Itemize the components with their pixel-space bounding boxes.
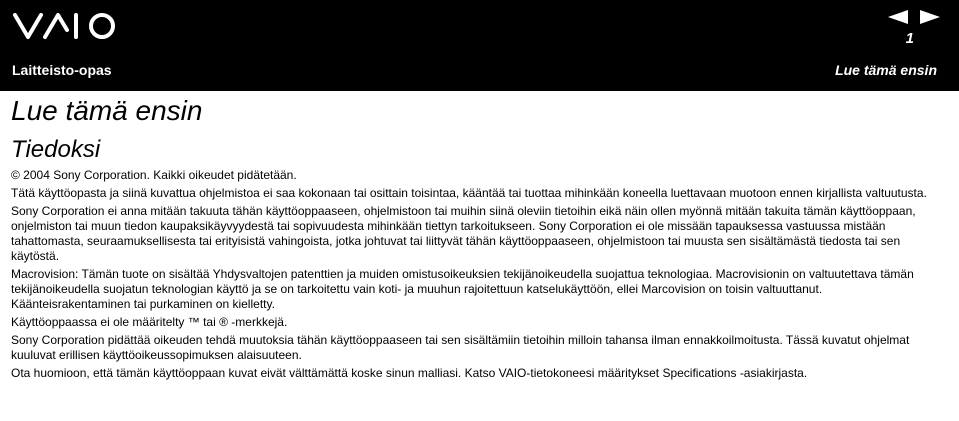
vaio-logo-icon bbox=[12, 10, 122, 42]
paragraph-warranty: Sony Corporation ei anna mitään takuuta tähän käyttöoppaaseen, ohjelmistoon tai muihin siinä oleviin tietoihin eikä näin ollen myönnä mitään takuita tämän käyttöoppaan, onjelmiston tai muun tiedon kaupaksikäyvyydestä tai sopivuudesta mihinkään tiettyn tarkoitukseen. Sony Corporation ei ole missään tapauksessa vastuussa mistään tahattomasta, seuraamuksellisesta tai erityisistä vahingoista, jotka johtuvat tai liittyvät tähän käyttöoppaaseen, ohjelmistoon tai muusta sen sisältämästä tiedosta tai sen käytöstä. bbox=[11, 204, 916, 263]
paragraph-changes: Sony Corporation pidättää oikeuden tehdä muutoksia tähän käyttöoppaaseen tai sen sisältämiin tietoihin milloin tahansa ilman ennakkoilmoitusta. Tässä kuvatut ohjelmat kuuluvat erillisen käyttöoikeussopimuksen alaisuuteen. bbox=[11, 333, 910, 362]
paragraph-trademarks: Käyttöoppaassa ei ole määritelty ™ tai ® -merkkejä. bbox=[11, 315, 288, 329]
triangle-right-icon bbox=[920, 10, 940, 24]
paragraph-copyright: © 2004 Sony Corporation. Kaikki oikeudet pidätetään. bbox=[11, 168, 297, 182]
paragraph-illustrations: Ota huomioon, että tämän käyttöoppaan kuvat eivät välttämättä koske sinun malliasi. Katso VAIO-tietokoneesi määritykset Specifications -asiakirjasta. bbox=[11, 366, 808, 380]
page-number: 1 bbox=[905, 30, 914, 47]
triangle-left-icon bbox=[888, 10, 908, 24]
page-nav bbox=[887, 9, 941, 25]
paragraph-list bbox=[11, 168, 941, 381]
document-content bbox=[11, 94, 941, 384]
guide-title: Laitteisto-opas bbox=[12, 62, 112, 78]
paragraph-reproduction: Tätä käyttöopasta ja siinä kuvattua ohjelmistoa ei saa kokonaan tai osittain toisintaa, kääntää tai tuottaa mihinkään koneella luettavaan muotoon ennen kirjallista valtuutusta. bbox=[11, 186, 927, 200]
section-heading: Tiedoksi bbox=[11, 136, 101, 163]
header-bar bbox=[0, 0, 959, 91]
next-page-button[interactable] bbox=[919, 9, 941, 25]
section-label: Lue tämä ensin bbox=[835, 62, 937, 78]
previous-page-button[interactable] bbox=[887, 9, 909, 25]
page-heading: Lue tämä ensin bbox=[11, 95, 203, 126]
paragraph-macrovision: Macrovision: Tämän tuote on sisältää Yhdysvaltojen patenttien ja muiden omistusoikeuksien tekijänoikeudella suojattua teknologiaa. Macrovisionin on valtuutettava tämän tekijänoikeudella suojatun teknologian käyttö ja se on tarkoitettu vain koti- ja muuhun rajoitettuun katselukäyttöön, ellei Marcovision on toisin valtuuttanut. Käänteisrakentaminen tai purkaminen on kielletty. bbox=[11, 267, 914, 311]
